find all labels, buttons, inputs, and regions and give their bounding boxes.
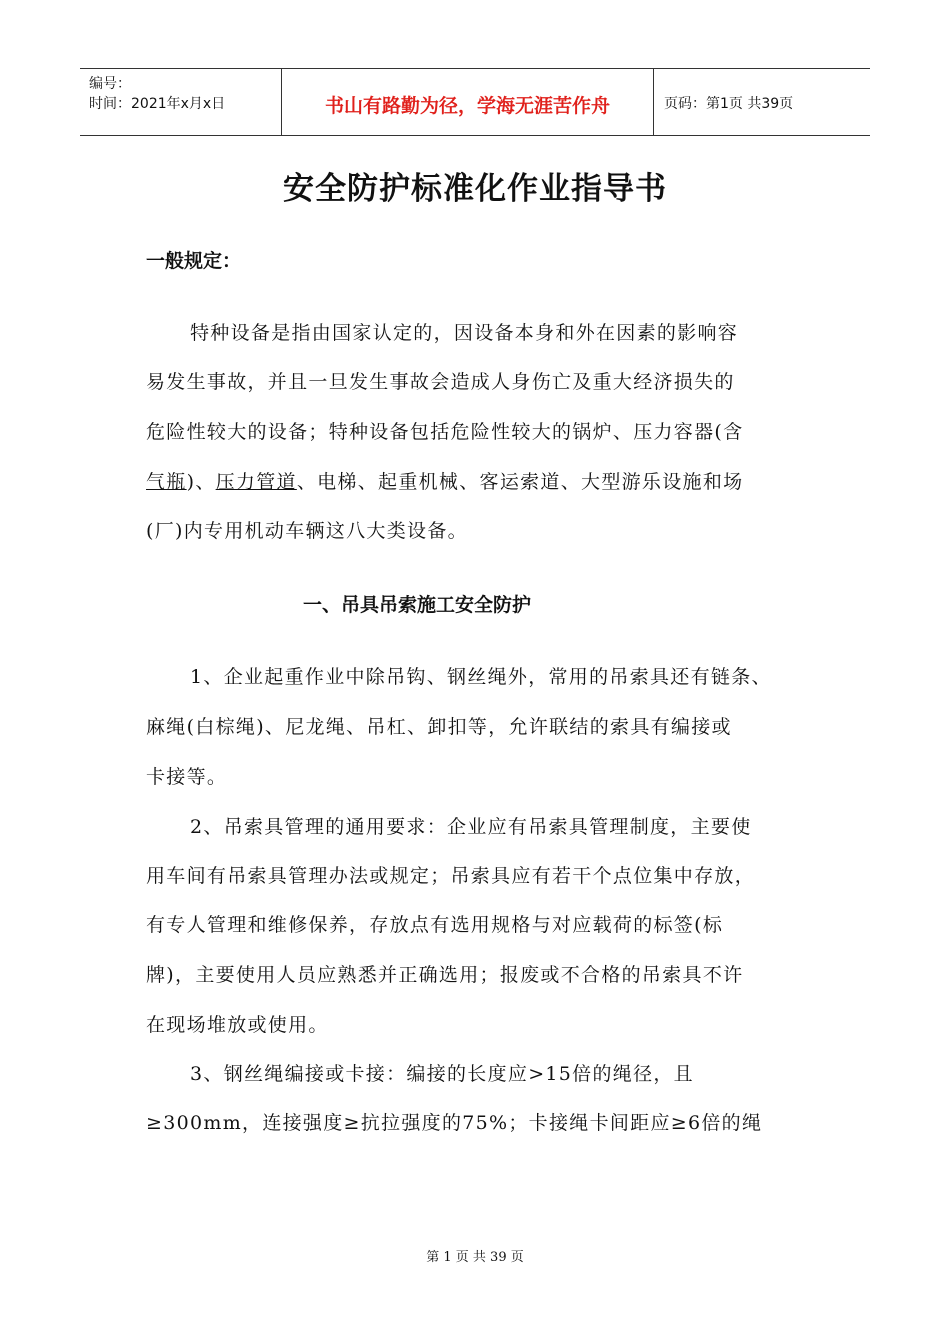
header-motto-cell	[282, 69, 654, 135]
paragraph-line: 危险性较大的设备；特种设备包括危险性较大的锅炉、压力容器(含	[146, 421, 744, 443]
general-heading: 一般规定：	[146, 250, 242, 272]
paragraph-line: 特种设备是指由国家认定的，因设备本身和外在因素的影响容	[190, 322, 739, 344]
text-fragment: 、电梯、起重机械、客运索道、大型游乐设施和场	[296, 471, 744, 493]
paragraph-line: (厂)内专用机动车辆这八大类设备。	[146, 520, 468, 542]
paragraph-line: 用车间有吊索具管理办法或规定；吊索具应有若干个点位集中存放，	[146, 865, 756, 887]
paragraph-line: 2、吊索具管理的通用要求：企业应有吊索具管理制度，主要使	[190, 816, 752, 838]
paragraph-line	[146, 467, 743, 494]
header-page-cell	[654, 69, 870, 135]
header-motto: 书山有路勤为径，学海无涯苦作舟	[324, 95, 610, 117]
paragraph-line: ≥300mm，连接强度≥抗拉强度的75%；卡接绳卡间距应≥6倍的绳	[146, 1112, 763, 1134]
underlined-term: 压力管道	[215, 471, 297, 493]
text-fragment: )、	[186, 471, 216, 493]
section-heading: 一、吊具吊索施工安全防护	[303, 594, 532, 616]
paragraph-line: 麻绳(白棕绳)、尼龙绳、吊杠、卸扣等，允许联结的索具有编接或	[146, 716, 732, 738]
document-number-label: 编号：	[89, 76, 131, 92]
paragraph-line: 3、钢丝绳编接或卡接：编接的长度应>15倍的绳径，且	[190, 1063, 694, 1085]
paragraph-line: 有专人管理和维修保养，存放点有选用规格与对应载荷的标签(标	[146, 914, 724, 936]
paragraph-line: 卡接等。	[146, 766, 228, 788]
header-info-cell	[80, 69, 282, 135]
paragraph-line: 易发生事故，并且一旦发生事故会造成人身伤亡及重大经济损失的	[146, 371, 735, 393]
paragraph-line: 牌)，主要使用人员应熟悉并正确选用；报废或不合格的吊索具不许	[146, 964, 744, 986]
document-date: 时间：2021年x月x日	[89, 96, 226, 112]
header-page-info: 页码：第1页 共39页	[664, 96, 794, 112]
page-footer: 第 1 页 共 39 页	[426, 1250, 524, 1265]
page-header	[80, 68, 870, 136]
paragraph-line: 1、企业起重作业中除吊钩、钢丝绳外，常用的吊索具还有链条、	[190, 666, 772, 688]
underlined-term: 气瓶	[146, 471, 187, 493]
paragraph-line: 在现场堆放或使用。	[146, 1014, 329, 1036]
document-title: 安全防护标准化作业指导书	[283, 171, 667, 207]
